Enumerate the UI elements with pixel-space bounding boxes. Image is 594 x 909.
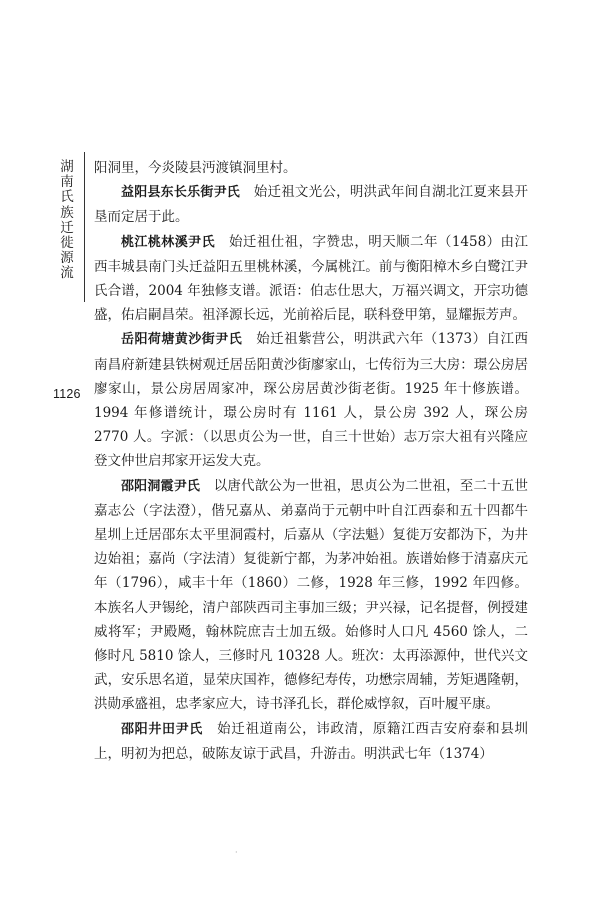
clan-text: 以唐代歆公为一世祖，思贞公为二世祖，至二十五世嘉志公（字法澄），偕兄嘉从、弟嘉尚于元朝中叶自江西泰和五十四都牛星圳上迁居邵东太平里洞霞村，后嘉从（字法魁）复徙万安都沩下，为井边始祖；嘉尚（字法清）复徙新宁都，为茅冲始祖。族谱始修于清嘉庆元年（1796），咸丰十年（1860）二修，1928 年三修，1992 年四修。本族名人尹锡纶，清户部陕西司主事加三级；尹兴禄，记名提督，例授建威将军；尹殿飏，翰林院庶吉士加五级。始修时人口凡 4560 馀人，二修时凡 5810 馀人，三修时凡 10328 人。班次：太再添源仲，世代兴文武，安乐思名道，显荣庆国祚，德修纪寿传，功懋宗周辅，芳矩遇隆朝，洪勋承盛祖，忠孝家应大，诗书泽孔长，群伦威惇叙，百叶履平康。 [94,477,528,713]
clan-text: 始迁祖紫营公，明洪武六年（1373）自江西南昌府新建县铁树观迁居岳阳黄沙街廖家山，七传衍为三大房：璟公房居廖家山，景公房居周家冲，琛公房居黄沙街老街。1925 年十修族谱。1994 年修谱统计，璟公房时有 1161 人，景公房 392 人，琛公房 2770 人。字派：（以思贞公为一世，自三十世始）志万宗大祖有兴隆应登文仲世启邦家开运发大克。 [94,331,528,470]
page-number: 1126 [53,387,81,401]
sidebar-divider [84,152,85,302]
clan-heading: 益阳县东长乐街尹氏 [121,185,241,201]
book-title-sidebar: 湖南氏族迁徙源流 [60,159,74,282]
clan-text: 始迁祖文光公，明洪武年间自湖北江夏来县开垦而定居于此。 [94,184,528,226]
main-text-body [94,156,528,766]
paragraph-text: 阳洞里，今炎陵县沔渡镇洞里村。 [94,160,297,176]
clan-entry [94,180,528,229]
clan-heading: 桃江桃林溪尹氏 [121,234,216,250]
clan-entry [94,327,528,473]
clan-text: 始迁祖道南公，讳政清，原籍江西吉安府泰和县圳上，明初为把总，破陈友谅于武昌，升游击。明洪武七年（1374） [94,720,529,762]
clan-text: 始迁祖仕祖，字赞忠，明天顺二年（1458）由江西丰城县南门头迁益阳五里桃林溪，今属桃江。前与衡阳樟木乡白鹭江尹氏合谱，2004 年独修支谱。派语：伯志仕思大，万福兴调文，开宗功德盛，佑启嗣昌荣。祖泽源长远，光前裕后昆，联科登甲第，显耀振芳声。 [94,233,528,324]
paragraph-continuation [94,156,528,180]
footer-mark: · [235,848,238,857]
clan-heading: 岳阳荷塘黄沙街尹氏 [121,332,243,348]
clan-entry [94,474,528,717]
clan-heading: 邵阳洞霞尹氏 [121,478,201,494]
clan-entry [94,230,528,328]
clan-heading: 邵阳井田尹氏 [121,721,203,737]
clan-entry [94,717,528,766]
